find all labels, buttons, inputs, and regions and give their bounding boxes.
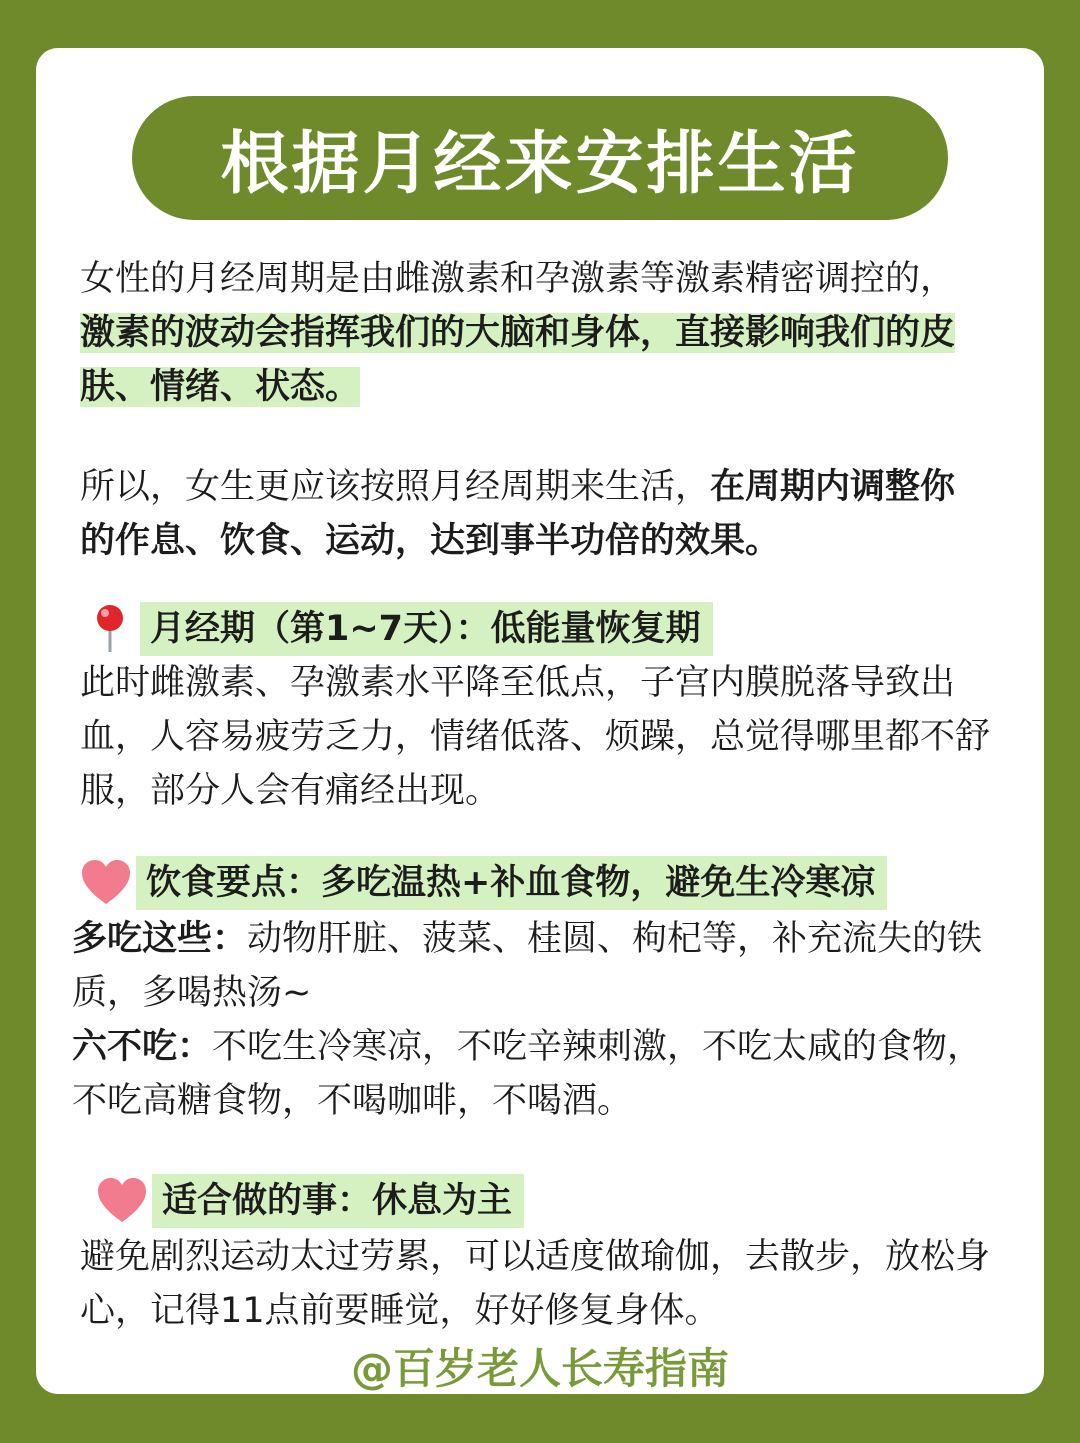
- diet-avoid-label: 六不吃：: [72, 1027, 213, 1067]
- intro-text: 女性的月经周期是由雌激素和孕激素等激素精密调控的，: [80, 259, 956, 299]
- title-banner: [132, 96, 948, 220]
- activity-heading: [92, 1174, 524, 1228]
- content-card: [36, 48, 1044, 1394]
- diet-eat-paragraph: [72, 912, 992, 1020]
- diet-avoid-paragraph: [72, 1020, 992, 1128]
- period-heading: [84, 602, 713, 656]
- activity-body: 避免剧烈运动太过劳累，可以适度做瑜伽，去散步，放松身心，记得11点前要睡觉，好好修复身体。: [80, 1237, 991, 1331]
- page-title: 根据月经来安排生活: [220, 124, 860, 204]
- heart-icon: [76, 856, 136, 910]
- activity-heading-text: 适合做的事：休息为主: [152, 1174, 524, 1228]
- diet-avoid-text: 不吃生冷寒凉，不吃辛辣刺激，不吃太咸的食物，不吃高糖食物，不喝咖啡，不喝酒。: [72, 1027, 983, 1121]
- diet-eat-label: 多吃这些：: [72, 919, 248, 959]
- advice-bold: 在周期内调整你的作息、饮食、运动，达到事半功倍的效果。: [80, 467, 956, 561]
- period-body: 此时雌激素、孕激素水平降至低点，子宫内膜脱落导致出血，人容易疲劳乏力，情绪低落、烦躁，总觉得哪里都不舒服，部分人会有痛经出现。: [80, 663, 991, 811]
- intro-highlight: 激素的波动会指挥我们的大脑和身体，直接影响我们的皮肤、情绪、状态。: [80, 313, 956, 407]
- intro-paragraph: [80, 252, 990, 414]
- pin-icon: [84, 602, 140, 656]
- diet-heading: [76, 856, 887, 910]
- footer-watermark: @百岁老人长寿指南: [350, 1344, 729, 1393]
- heart-icon: [92, 1174, 152, 1228]
- diet-heading-text: 饮食要点：多吃温热+补血食物，避免生冷寒凉: [136, 856, 887, 910]
- period-heading-text: 月经期（第1~7天）：低能量恢复期: [140, 602, 713, 656]
- advice-paragraph: [80, 460, 990, 568]
- diet-eat-text: 动物肝脏、菠菜、桂圆、枸杞等，补充流失的铁质，多喝热汤~: [72, 919, 983, 1013]
- advice-text: 所以，女生更应该按照月经周期来生活，: [80, 467, 711, 507]
